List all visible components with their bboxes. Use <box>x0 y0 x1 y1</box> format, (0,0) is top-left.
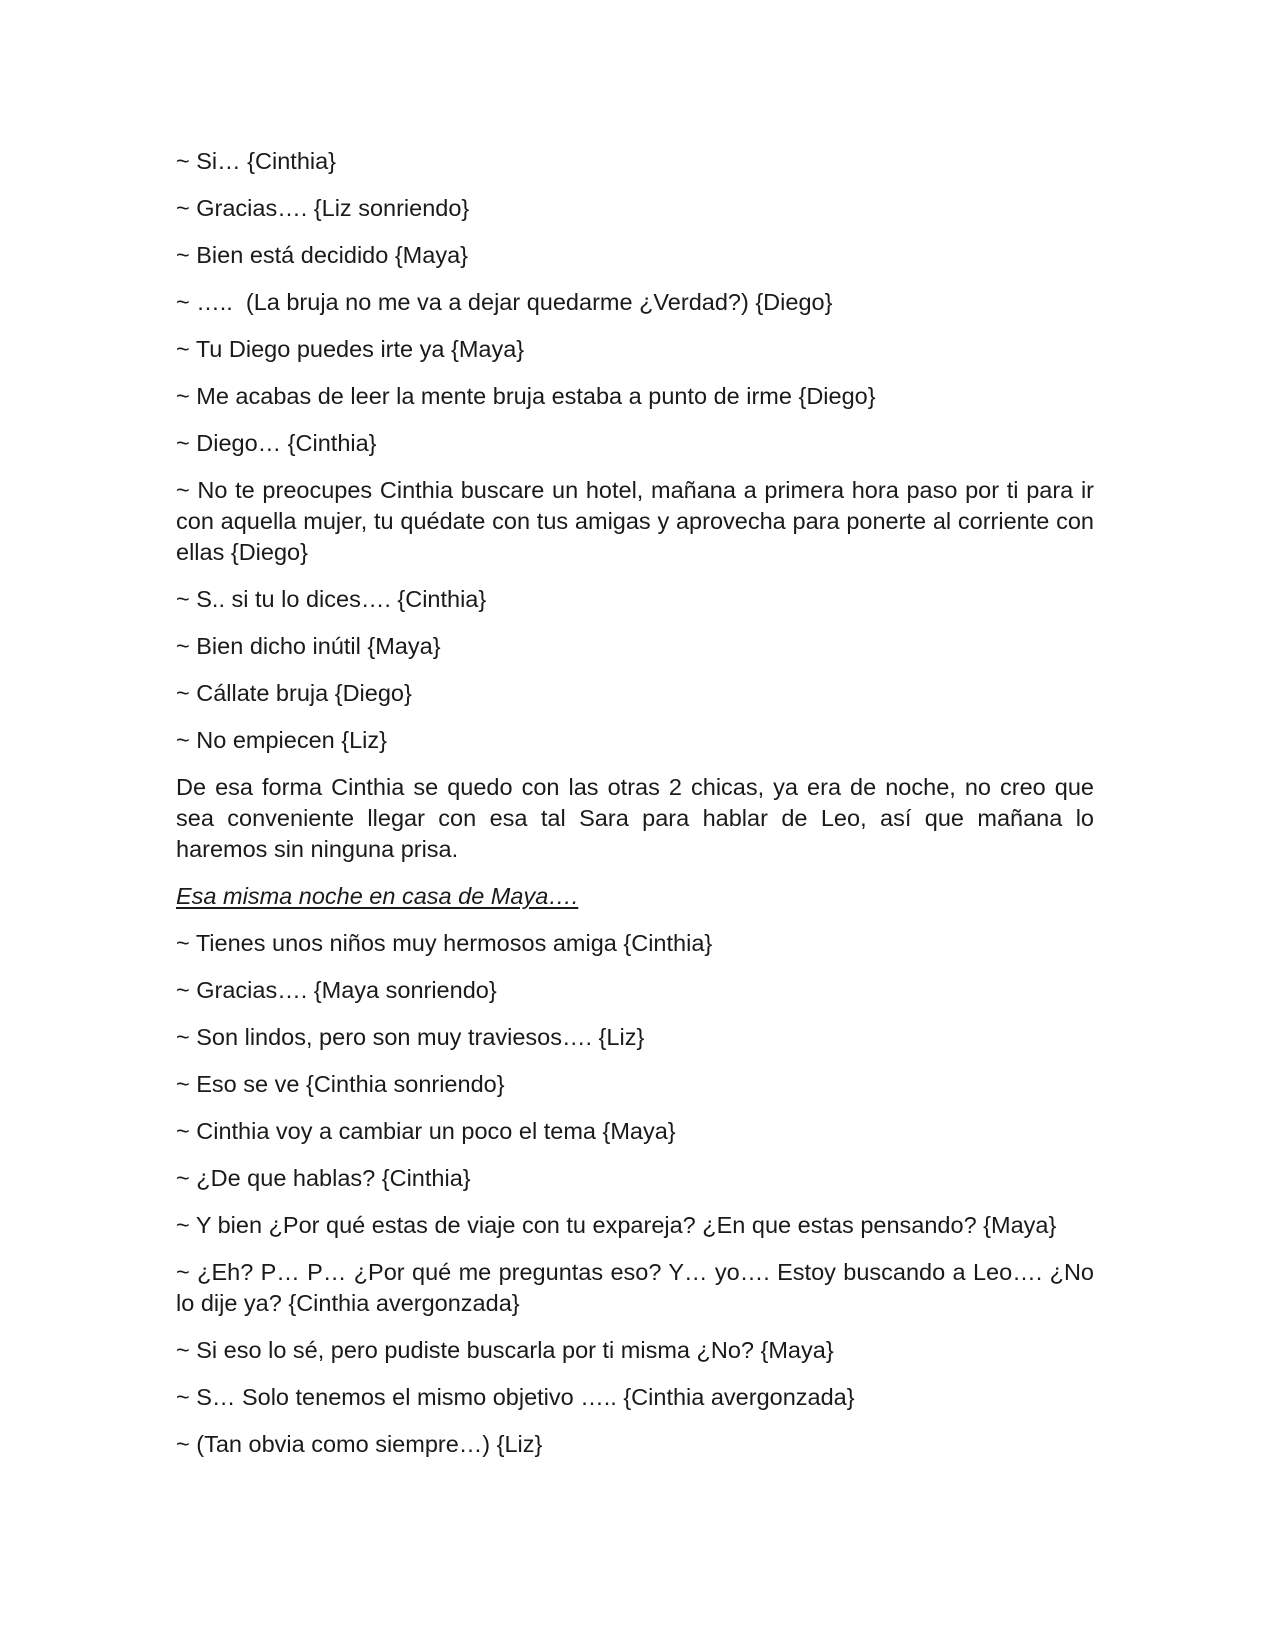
paragraph-11: ~ Cállate bruja {Diego} <box>176 680 412 706</box>
paragraph-21: ~ Y bien ¿Por qué estas de viaje con tu expareja? ¿En que estas pensando? {Maya} <box>176 1212 1057 1238</box>
paragraph-20: ~ ¿De que hablas? {Cinthia} <box>176 1165 471 1191</box>
paragraph-22: ~ ¿Eh? P… P… ¿Por qué me preguntas eso? Y… yo…. Estoy buscando a Leo…. ¿No lo dije ya? {Cinthia avergonzada} <box>176 1259 1094 1316</box>
paragraph-15: ~ Tienes unos niños muy hermosos amiga {Cinthia} <box>176 930 713 956</box>
paragraph-25: ~ (Tan obvia como siempre…) {Liz} <box>176 1431 543 1457</box>
paragraph-17: ~ Son lindos, pero son muy traviesos…. {Liz} <box>176 1024 645 1050</box>
scene-heading: Esa misma noche en casa de Maya…. <box>176 883 579 909</box>
paragraph-23: ~ Si eso lo sé, pero pudiste buscarla por ti misma ¿No? {Maya} <box>176 1337 834 1363</box>
paragraph-8: ~ No te preocupes Cinthia buscare un hotel, mañana a primera hora paso por ti para ir con aquella mujer, tu quédate con tus amigas y aprovecha para ponerte al corriente con ellas {Diego} <box>176 477 1094 565</box>
paragraph-4: ~ ….. (La bruja no me va a dejar quedarme ¿Verdad?) {Diego} <box>176 289 833 315</box>
paragraph-3: ~ Bien está decidido {Maya} <box>176 242 468 268</box>
paragraph-1: ~ Si… {Cinthia} <box>176 148 337 174</box>
paragraph-6: ~ Me acabas de leer la mente bruja estaba a punto de irme {Diego} <box>176 383 876 409</box>
paragraph-18: ~ Eso se ve {Cinthia sonriendo} <box>176 1071 505 1097</box>
paragraph-10: ~ Bien dicho inútil {Maya} <box>176 633 441 659</box>
paragraph-5: ~ Tu Diego puedes irte ya {Maya} <box>176 336 525 362</box>
narration-paragraph: De esa forma Cinthia se quedo con las otras 2 chicas, ya era de noche, no creo que sea conveniente llegar con esa tal Sara para hablar de Leo, así que mañana lo haremos sin ninguna prisa. <box>176 774 1094 862</box>
paragraph-7: ~ Diego… {Cinthia} <box>176 430 377 456</box>
paragraph-16: ~ Gracias…. {Maya sonriendo} <box>176 977 497 1003</box>
document-body <box>176 146 1094 1476</box>
paragraph-19: ~ Cinthia voy a cambiar un poco el tema {Maya} <box>176 1118 676 1144</box>
paragraph-12: ~ No empiecen {Liz} <box>176 727 387 753</box>
paragraph-9: ~ S.. si tu lo dices…. {Cinthia} <box>176 586 487 612</box>
paragraph-2: ~ Gracias…. {Liz sonriendo} <box>176 195 470 221</box>
paragraph-24: ~ S… Solo tenemos el mismo objetivo ….. {Cinthia avergonzada} <box>176 1384 855 1410</box>
